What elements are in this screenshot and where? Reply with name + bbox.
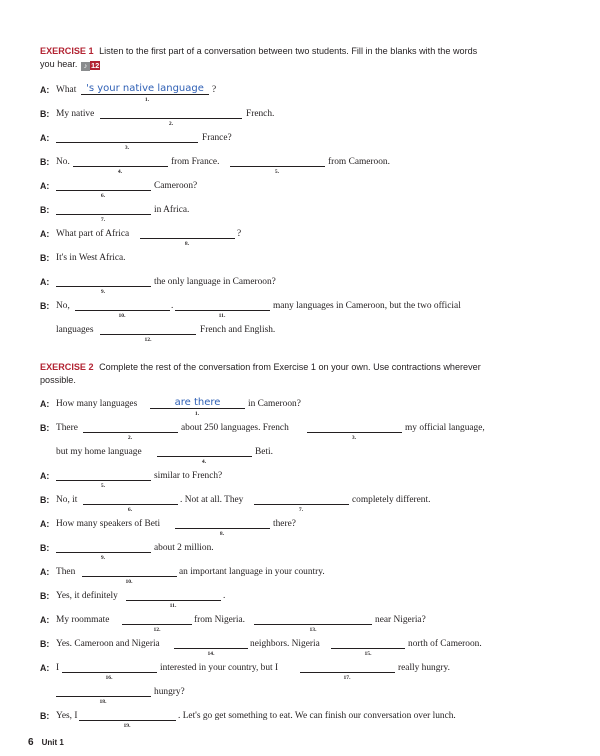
line-text: neighbors. Nigeria bbox=[250, 639, 320, 649]
blank-number: 16. bbox=[105, 675, 113, 681]
blank-7[interactable] bbox=[254, 502, 349, 505]
blank-15[interactable] bbox=[331, 646, 405, 649]
line-text: in Africa. bbox=[154, 205, 190, 215]
exercise2-label: EXERCISE 2 bbox=[40, 362, 94, 372]
blank-number: 14. bbox=[207, 651, 215, 657]
exercise2-line-11 bbox=[40, 590, 240, 609]
blank-number: 8. bbox=[219, 531, 225, 537]
exercise1-instruction-text: Listen to the first part of a conversation between two students. Fill in the blanks with the words you hear. bbox=[40, 46, 478, 69]
line-text: . Not at all. They bbox=[180, 495, 244, 505]
speaker-label: B: bbox=[40, 301, 50, 311]
line-text: interested in your country, but I bbox=[160, 663, 279, 673]
blank-13[interactable] bbox=[254, 622, 372, 625]
line-text: but my home language bbox=[56, 447, 142, 457]
speaker-label: B: bbox=[40, 205, 50, 215]
blank-6[interactable] bbox=[56, 188, 151, 191]
blank-number: 12. bbox=[144, 337, 152, 343]
exercise1-instructions bbox=[40, 45, 492, 70]
exercise1-line-3 bbox=[40, 132, 260, 151]
blank-9[interactable] bbox=[56, 550, 151, 553]
line-text: My roommate bbox=[56, 615, 110, 625]
blank-4[interactable] bbox=[73, 164, 168, 167]
line-text: my official language, bbox=[405, 423, 485, 433]
speaker-label: A: bbox=[40, 519, 50, 529]
blank-number: 1. bbox=[194, 411, 200, 417]
blank-18[interactable] bbox=[56, 694, 151, 697]
exercise2-line-1 bbox=[40, 397, 320, 417]
line-text: Yes. Cameroon and Nigeria bbox=[56, 639, 160, 649]
line-text: No. bbox=[56, 157, 70, 167]
blank-number: 3. bbox=[351, 435, 357, 441]
speaker-label: B: bbox=[40, 639, 50, 649]
line-text: No, bbox=[56, 301, 70, 311]
blank-number: 6. bbox=[127, 507, 133, 513]
blank-8[interactable] bbox=[140, 236, 235, 239]
line-text: It's in West Africa. bbox=[56, 253, 126, 263]
speaker-label: B: bbox=[40, 423, 50, 433]
blank-19[interactable] bbox=[79, 718, 176, 721]
line-text: in Cameroon? bbox=[248, 399, 301, 409]
speaker-label: B: bbox=[40, 109, 50, 119]
speaker-label: B: bbox=[40, 495, 50, 505]
line-text: similar to French? bbox=[154, 471, 223, 481]
line-text: French. bbox=[246, 109, 275, 119]
exercise1-line-12 bbox=[40, 324, 300, 343]
line-text: many languages in Cameroon, but the two official bbox=[273, 301, 461, 311]
audio-track-number: 12 bbox=[90, 60, 100, 70]
blank-number: 6. bbox=[100, 193, 106, 199]
blank-16[interactable] bbox=[62, 670, 157, 673]
page-number: 6 bbox=[28, 737, 34, 748]
line-text: hungry? bbox=[154, 687, 185, 697]
exercise2-line-8 bbox=[40, 518, 320, 537]
speaker-label: A: bbox=[40, 229, 50, 239]
line-text: about 2 million. bbox=[154, 543, 214, 553]
speaker-label: A: bbox=[40, 277, 50, 287]
exercise1-label: EXERCISE 1 bbox=[40, 46, 94, 56]
line-text: ? bbox=[212, 85, 217, 95]
blank-10[interactable] bbox=[82, 574, 177, 577]
blank-5[interactable] bbox=[56, 478, 151, 481]
blank-7[interactable] bbox=[56, 212, 151, 215]
line-text: . bbox=[223, 591, 226, 601]
line-text: from France. bbox=[171, 157, 220, 167]
blank-number: 12. bbox=[153, 627, 161, 633]
exercise1-line-4 bbox=[40, 156, 420, 175]
line-text: No, it bbox=[56, 495, 78, 505]
line-text: near Nigeria? bbox=[375, 615, 426, 625]
line-text: north of Cameroon. bbox=[408, 639, 482, 649]
line-text: What part of Africa bbox=[56, 229, 130, 239]
blank-number: 13. bbox=[309, 627, 317, 633]
audio-track-badge[interactable] bbox=[81, 59, 100, 68]
exercise1-line-7 bbox=[40, 204, 260, 223]
blank-3[interactable] bbox=[307, 430, 402, 433]
line-text: . bbox=[171, 301, 174, 311]
line-text: . Let's go get something to eat. We can finish our conversation over lunch. bbox=[178, 711, 456, 721]
line-text: Beti. bbox=[255, 447, 273, 457]
speaker-label: A: bbox=[40, 615, 50, 625]
speaker-label: B: bbox=[40, 157, 50, 167]
blank-number: 5. bbox=[274, 169, 280, 175]
line-text: Yes, it definitely bbox=[56, 591, 118, 601]
blank-number: 4. bbox=[117, 169, 123, 175]
exercise1-line-6 bbox=[40, 180, 260, 199]
blank-number: 8. bbox=[184, 241, 190, 247]
exercise2-line-6 bbox=[40, 494, 460, 513]
line-text: Yes, I bbox=[56, 711, 78, 721]
line-text: from Cameroon. bbox=[328, 157, 390, 167]
speaker-label: A: bbox=[40, 133, 50, 143]
handwritten-answer-1: are there bbox=[174, 397, 221, 408]
speaker-label: A: bbox=[40, 181, 50, 191]
exercise2-line-2 bbox=[40, 422, 500, 441]
exercise2-instruction-text: Complete the rest of the conversation from Exercise 1 on your own. Use contractions wherever possible. bbox=[40, 362, 481, 385]
line-text: there? bbox=[273, 519, 296, 529]
speaker-label: B: bbox=[40, 591, 50, 601]
blank-number: 15. bbox=[364, 651, 372, 657]
exercise1-line-8 bbox=[40, 228, 260, 247]
blank-number: 1. bbox=[144, 97, 150, 103]
exercise1-line-10 bbox=[40, 300, 520, 319]
blank-12[interactable] bbox=[122, 622, 192, 625]
line-text: from Nigeria. bbox=[194, 615, 246, 625]
speaker-label: A: bbox=[40, 85, 50, 95]
exercise2-line-9 bbox=[40, 542, 260, 561]
speaker-icon: ♪ bbox=[81, 62, 90, 71]
speaker-label: A: bbox=[40, 471, 50, 481]
blank-2[interactable] bbox=[83, 430, 178, 433]
blank-4[interactable] bbox=[157, 454, 252, 457]
blank-number: 19. bbox=[123, 723, 131, 729]
blank-5[interactable] bbox=[230, 164, 325, 167]
blank-12[interactable] bbox=[100, 332, 196, 335]
line-text: languages bbox=[56, 325, 94, 335]
blank-number: 9. bbox=[100, 555, 106, 561]
exercise1-line-2 bbox=[40, 108, 300, 127]
blank-number: 5. bbox=[100, 483, 106, 489]
exercise2-line-18 bbox=[40, 686, 260, 705]
page-footer bbox=[28, 737, 64, 748]
blank-11[interactable] bbox=[126, 598, 221, 601]
exercise2-line-4 bbox=[40, 446, 300, 465]
speaker-label: B: bbox=[40, 711, 50, 721]
line-text: about 250 languages. French bbox=[181, 423, 289, 433]
line-text: really hungry. bbox=[398, 663, 450, 673]
exercise2-instructions bbox=[40, 361, 492, 386]
blank-number: 10. bbox=[125, 579, 133, 585]
exercise2-line-5 bbox=[40, 470, 260, 489]
blank-6[interactable] bbox=[83, 502, 178, 505]
exercise1-line-b-west-africa bbox=[40, 252, 240, 264]
blank-9[interactable] bbox=[56, 284, 151, 287]
blank-number: 3. bbox=[124, 145, 130, 151]
blank-number: 11. bbox=[169, 603, 177, 609]
blank-number: 18. bbox=[99, 699, 107, 705]
line-text: What bbox=[56, 85, 77, 95]
speaker-label: B: bbox=[40, 543, 50, 553]
speaker-label: A: bbox=[40, 567, 50, 577]
exercise2-line-14 bbox=[40, 638, 510, 657]
line-text: How many languages bbox=[56, 399, 138, 409]
blank-number: 11. bbox=[218, 313, 226, 319]
speaker-label: A: bbox=[40, 663, 50, 673]
line-text: Cameroon? bbox=[154, 181, 198, 191]
line-text: France? bbox=[202, 133, 232, 143]
line-text: the only language in Cameroon? bbox=[154, 277, 276, 287]
line-text: an important language in your country. bbox=[179, 567, 325, 577]
line-text: There bbox=[56, 423, 78, 433]
line-text: ? bbox=[237, 229, 242, 239]
blank-number: 10. bbox=[118, 313, 126, 319]
handwritten-answer-1: 's your native language bbox=[86, 83, 204, 94]
blank-number: 17. bbox=[343, 675, 351, 681]
blank-number: 7. bbox=[100, 217, 106, 223]
blank-number: 4. bbox=[201, 459, 207, 465]
line-text: I bbox=[56, 663, 60, 673]
blank-number: 2. bbox=[168, 121, 174, 127]
blank-number: 7. bbox=[298, 507, 304, 513]
exercise2-line-12 bbox=[40, 614, 460, 633]
blank-10[interactable] bbox=[75, 308, 170, 311]
unit-label: Unit 1 bbox=[41, 738, 64, 747]
blank-2[interactable] bbox=[100, 116, 242, 119]
blank-number: 2. bbox=[127, 435, 133, 441]
line-text: My native bbox=[56, 109, 95, 119]
exercise2-line-10 bbox=[40, 566, 370, 585]
line-text: French and English. bbox=[200, 325, 276, 335]
exercise2-line-19 bbox=[40, 710, 510, 729]
exercise2-line-16 bbox=[40, 662, 470, 681]
exercise1-line-1 bbox=[40, 83, 240, 103]
blank-8[interactable] bbox=[175, 526, 270, 529]
blank-17[interactable] bbox=[300, 670, 395, 673]
blank-3[interactable] bbox=[56, 140, 198, 143]
blank-number: 9. bbox=[100, 289, 106, 295]
line-text: completely different. bbox=[352, 495, 431, 505]
exercise1-line-9 bbox=[40, 276, 340, 295]
speaker-label: B: bbox=[40, 253, 50, 263]
line-text: Then bbox=[56, 567, 76, 577]
line-text: How many speakers of Beti bbox=[56, 519, 161, 529]
speaker-label: A: bbox=[40, 399, 50, 409]
blank-14[interactable] bbox=[174, 646, 248, 649]
blank-11[interactable] bbox=[175, 308, 270, 311]
